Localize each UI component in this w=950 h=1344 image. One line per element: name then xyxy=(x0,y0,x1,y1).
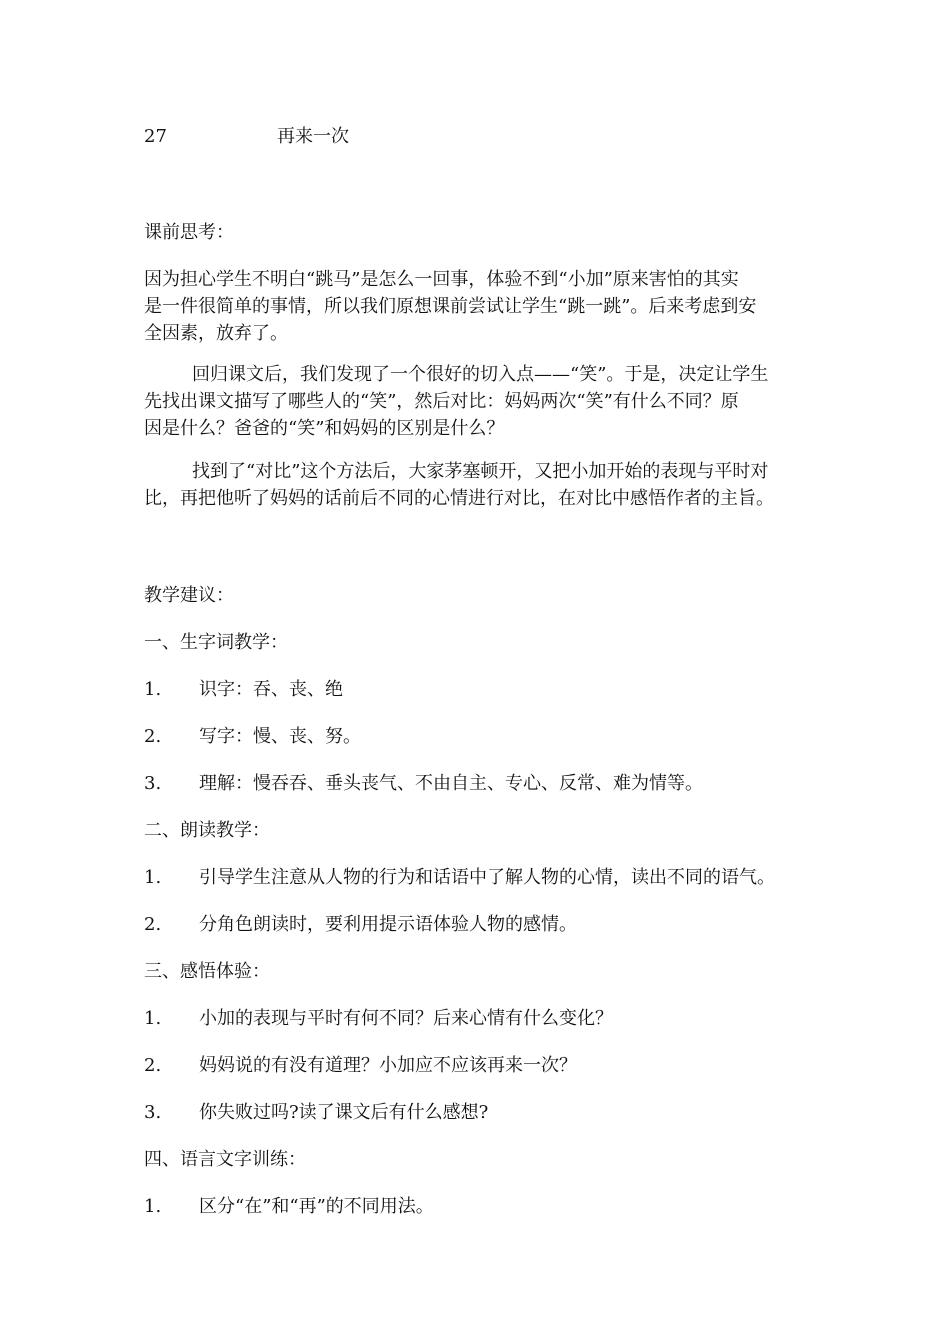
text-line: 找到了“对比”这个方法后，大家茅塞顿开，又把小加开始的表现与平时对 xyxy=(192,461,769,482)
item-number: 2. xyxy=(144,1055,162,1076)
list-item xyxy=(144,913,577,937)
item-text: 区分“在”和“再”的不同用法。 xyxy=(199,1196,434,1217)
list-item xyxy=(144,1195,434,1219)
item-text: 妈妈说的有没有道理？小加应不应该再来一次？ xyxy=(199,1055,577,1076)
section-title: 二、朗读教学： xyxy=(144,820,270,841)
item-number: 3. xyxy=(144,773,162,794)
item-text: 识字：吞、丧、绝 xyxy=(199,679,343,700)
item-text: 理解：慢吞吞、垂头丧气、不由自主、专心、反常、难为情等。 xyxy=(199,773,703,794)
item-number: 1. xyxy=(144,1008,162,1029)
text-line: 是一件很简单的事情，所以我们原想课前尝试让学生“跳一跳”。后来考虑到安 xyxy=(144,296,757,317)
list-item xyxy=(144,866,775,890)
item-number: 2. xyxy=(144,726,162,747)
lesson-title xyxy=(144,125,349,149)
text-line: 比，再把他听了妈妈的话前后不同的心情进行对比，在对比中感悟作者的主旨。 xyxy=(144,488,774,509)
list-item xyxy=(144,678,343,702)
text-line: 先找出课文描写了哪些人的“笑”，然后对比：妈妈两次“笑”有什么不同？原 xyxy=(144,391,739,412)
text-line: 因是什么？爸爸的“笑”和妈妈的区别是什么？ xyxy=(144,418,505,439)
item-number: 3. xyxy=(144,1102,162,1123)
list-item xyxy=(144,1007,613,1031)
section-title: 一、生字词教学： xyxy=(144,632,288,653)
text-line: 全因素，放弃了。 xyxy=(144,323,288,344)
list-item xyxy=(144,725,361,749)
lesson-number: 27 xyxy=(144,126,167,147)
lesson-title-text: 再来一次 xyxy=(277,126,349,147)
item-number: 1. xyxy=(144,679,162,700)
item-number: 1. xyxy=(144,867,162,888)
text-line: 回归课文后，我们发现了一个很好的切入点——“笑”。于是，决定让学生 xyxy=(192,364,769,385)
text-line: 因为担心学生不明白“跳马”是怎么一回事，体验不到“小加”原来害怕的其实 xyxy=(144,269,739,290)
list-item xyxy=(144,1101,488,1125)
item-text: 分角色朗读时，要利用提示语体验人物的感情。 xyxy=(199,914,577,935)
list-item xyxy=(144,1054,577,1078)
item-number: 1. xyxy=(144,1196,162,1217)
item-number: 2. xyxy=(144,914,162,935)
item-text: 小加的表现与平时有何不同？后来心情有什么变化？ xyxy=(199,1008,613,1029)
item-text: 写字：慢、丧、努。 xyxy=(199,726,361,747)
suggestions-heading: 教学建议： xyxy=(144,585,234,606)
section-title: 三、感悟体验： xyxy=(144,961,270,982)
list-item xyxy=(144,772,703,796)
item-text: 引导学生注意从人物的行为和话语中了解人物的心情，读出不同的语气。 xyxy=(199,867,775,888)
section-title: 四、语言文字训练： xyxy=(144,1149,306,1170)
pre-class-heading: 课前思考： xyxy=(144,222,234,243)
item-text: 你失败过吗?读了课文后有什么感想? xyxy=(199,1102,489,1123)
